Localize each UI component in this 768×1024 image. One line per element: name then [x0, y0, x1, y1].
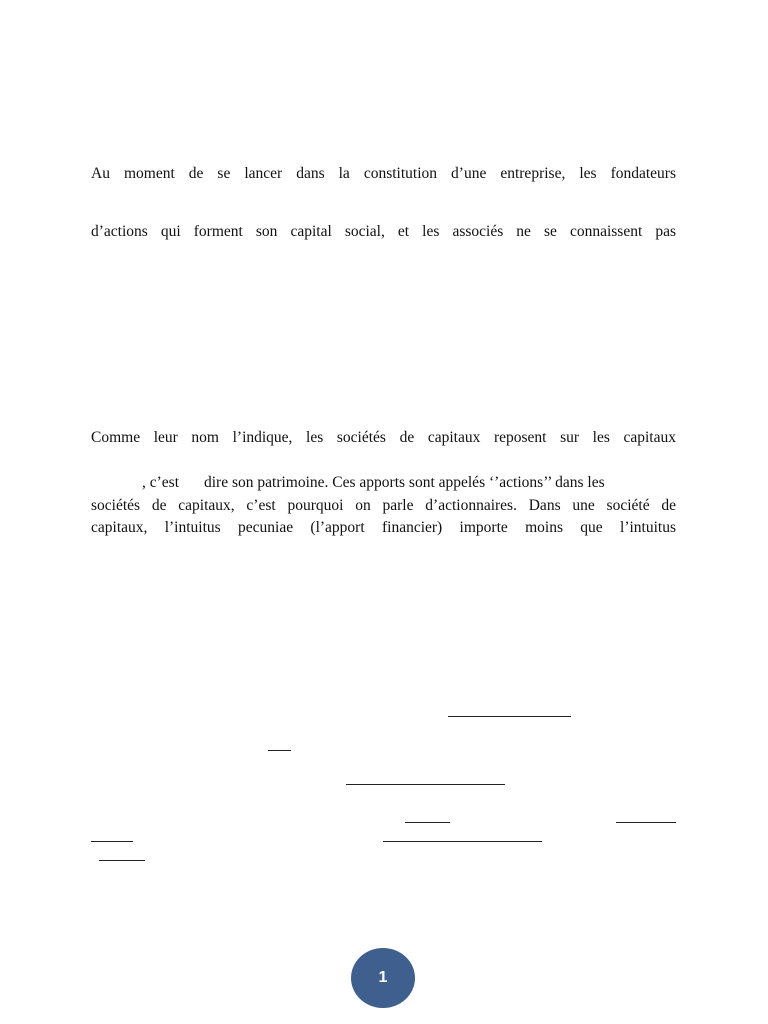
underline-rule: [346, 784, 505, 785]
underline-rule: [91, 841, 133, 842]
underline-rule: [616, 822, 676, 823]
underline-rule: [99, 860, 145, 861]
paragraph-1-line-2: d’actions qui forment son capital social, et les associés ne se connaissent pas: [91, 223, 676, 240]
underline-rule: [405, 822, 450, 823]
paragraph-2-line-2-fragment-b: dire son patrimoine. Ces apports sont appelés ‘’actions’’ dans les: [204, 474, 605, 491]
underline-rule: [383, 841, 542, 842]
underline-rule: [448, 716, 571, 717]
paragraph-2-line-4: capitaux, l’intuitus pecuniae (l’apport financier) importe moins que l’intuitus: [91, 519, 676, 536]
page-number-badge: [351, 948, 415, 1008]
paragraph-2-line-2-fragment-a: , c’est: [142, 474, 180, 491]
page-number: 1: [378, 969, 388, 986]
paragraph-1-line-1: Au moment de se lancer dans la constitution d’une entreprise, les fondateurs: [91, 165, 676, 182]
paragraph-2-line-3: sociétés de capitaux, c’est pourquoi on parle d’actionnaires. Dans une société de: [91, 497, 676, 514]
paragraph-2-line-1: Comme leur nom l’indique, les sociétés de capitaux reposent sur les capitaux: [91, 429, 676, 446]
underline-rule: [268, 750, 291, 751]
